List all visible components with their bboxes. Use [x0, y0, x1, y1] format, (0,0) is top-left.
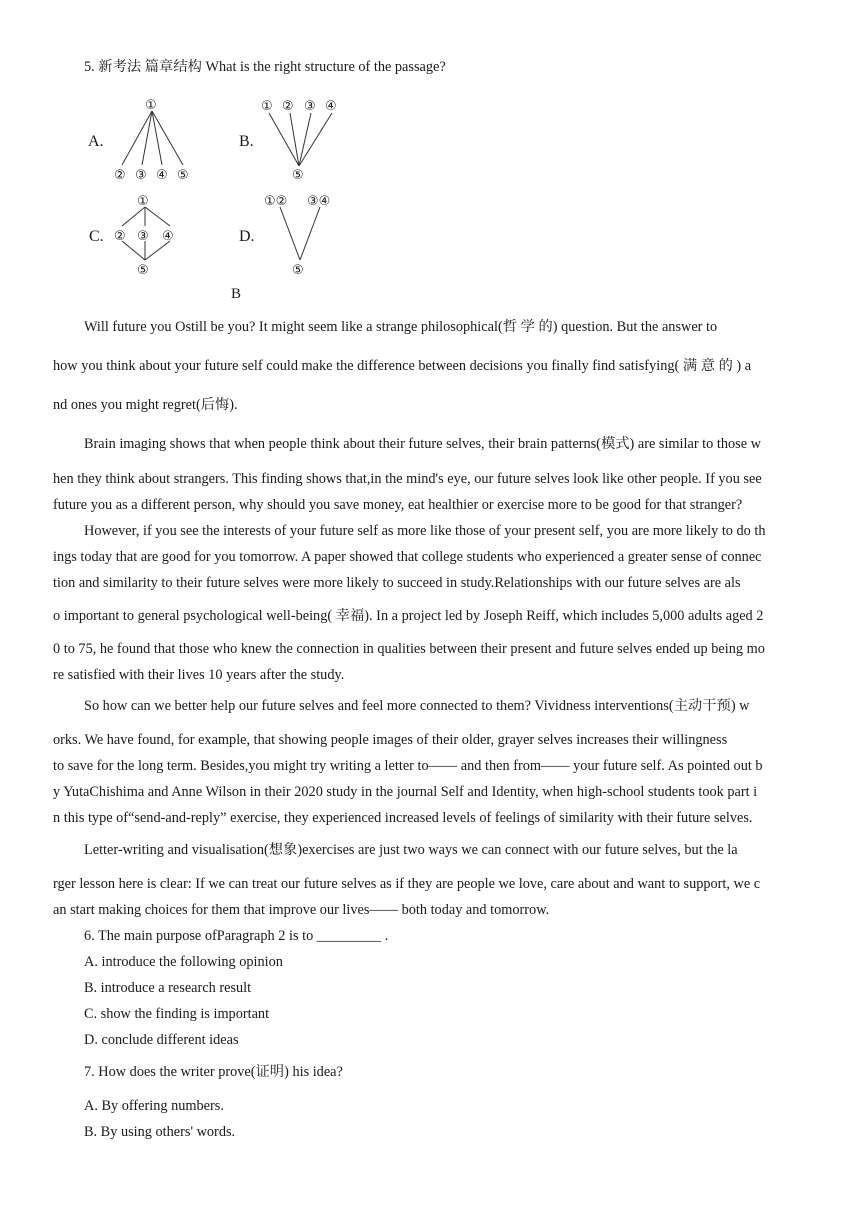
- passage-line: However, if you see the interests of your future self as more like those of your present self, you are more likely to do th: [84, 523, 766, 539]
- passage-line: an start making choices for them that improve our lives—— both today and tomorrow.: [53, 902, 550, 918]
- passage-line: tion and similarity to their future selves were more likely to succeed in study.Relationships with our future selves are als: [53, 575, 741, 591]
- node-b-3: ③: [304, 99, 316, 114]
- passage-line: future you as a different person, why should you save money, eat healthier or exercise more to be good for that stranger?: [53, 497, 743, 513]
- passage-line: o important to general psychological well-being( 幸福). In a project led by Joseph Reiff, which includes 5,000 adults aged 2: [53, 608, 764, 624]
- node-c-3: ③: [137, 229, 149, 244]
- question-5-stem: 5. 新考法 篇章结构 What is the right structure of the passage?: [84, 59, 446, 75]
- node-c-2: ②: [114, 229, 126, 244]
- question-6-stem: 6. The main purpose ofParagraph 2 is to _________ .: [84, 928, 389, 944]
- node-a-2: ②: [114, 168, 126, 183]
- node-b-5: ⑤: [292, 168, 304, 183]
- question-7-option: A. By offering numbers.: [84, 1098, 224, 1114]
- node-b-4: ④: [325, 99, 337, 114]
- node-c-1: ①: [137, 194, 149, 209]
- question-6-option: C. show the finding is important: [84, 1006, 270, 1022]
- node-d-34: ③④: [307, 194, 331, 209]
- diagram-label-d: D.: [239, 228, 255, 245]
- passage-line: how you think about your future self could make the difference between decisions you finally find satisfying( 满 意 的 ) a: [53, 358, 752, 374]
- passage-line: y YutaChishima and Anne Wilson in their 2020 study in the journal Self and Identity, when high-school students took part i: [53, 784, 758, 800]
- question-5-answer: B: [231, 286, 242, 302]
- passage-line: rger lesson here is clear: If we can treat our future selves as if they are people we love, care about and want to support, we c: [53, 876, 761, 892]
- diagram-label-c: C.: [89, 228, 104, 245]
- passage-line: 0 to 75, he found that those who knew the connection in qualities between their present and future selves ended up being mo: [53, 641, 765, 657]
- passage-line: hen they think about strangers. This finding shows that,in the mind's eye, our future selves look like other people. If you see: [53, 471, 762, 487]
- question-6-option: B. introduce a research result: [84, 980, 252, 996]
- passage-line: re satisfied with their lives 10 years after the study.: [53, 667, 345, 683]
- passage-line: Letter-writing and visualisation(想象)exercises are just two ways we can connect with our future selves, but the la: [84, 842, 738, 858]
- passage-line: Brain imaging shows that when people think about their future selves, their brain patterns(模式) are similar to those w: [84, 436, 761, 452]
- question-7-option: B. By using others' words.: [84, 1124, 236, 1140]
- passage-line: Will future you Ostill be you? It might seem like a strange philosophical(哲 学 的) question. But the answer to: [84, 319, 718, 335]
- passage-line: orks. We have found, for example, that showing people images of their older, grayer selves increases their willingness: [53, 732, 728, 748]
- node-c-5: ⑤: [137, 263, 149, 278]
- question-7-stem: 7. How does the writer prove(证明) his idea?: [84, 1064, 343, 1080]
- node-d-5: ⑤: [292, 263, 304, 278]
- question-6-option: A. introduce the following opinion: [84, 954, 283, 970]
- structure-diagram: [84, 92, 354, 282]
- passage-line: nd ones you might regret(后悔).: [53, 397, 238, 413]
- node-c-4: ④: [162, 229, 174, 244]
- node-b-2: ②: [282, 99, 294, 114]
- node-a-5: ⑤: [177, 168, 189, 183]
- node-a-3: ③: [135, 168, 147, 183]
- question-6-option: D. conclude different ideas: [84, 1032, 239, 1048]
- node-d-12: ①②: [264, 194, 288, 209]
- passage-line: So how can we better help our future selves and feel more connected to them? Vividness interventions(主动干预) w: [84, 698, 750, 714]
- passage-line: to save for the long term. Besides,you might try writing a letter to—— and then from—— your future self. As pointed out b: [53, 758, 763, 774]
- diagram-label-b: B.: [239, 133, 254, 150]
- node-a-4: ④: [156, 168, 168, 183]
- passage-line: ings today that are good for you tomorrow. A paper showed that college students who experienced a greater sense of connec: [53, 549, 762, 565]
- diagram-label-a: A.: [88, 133, 104, 150]
- node-a-1: ①: [145, 98, 157, 113]
- passage-line: n this type of“send-and-reply” exercise, they experienced increased levels of feelings of similarity with their future selves.: [53, 810, 753, 826]
- node-b-1: ①: [261, 99, 273, 114]
